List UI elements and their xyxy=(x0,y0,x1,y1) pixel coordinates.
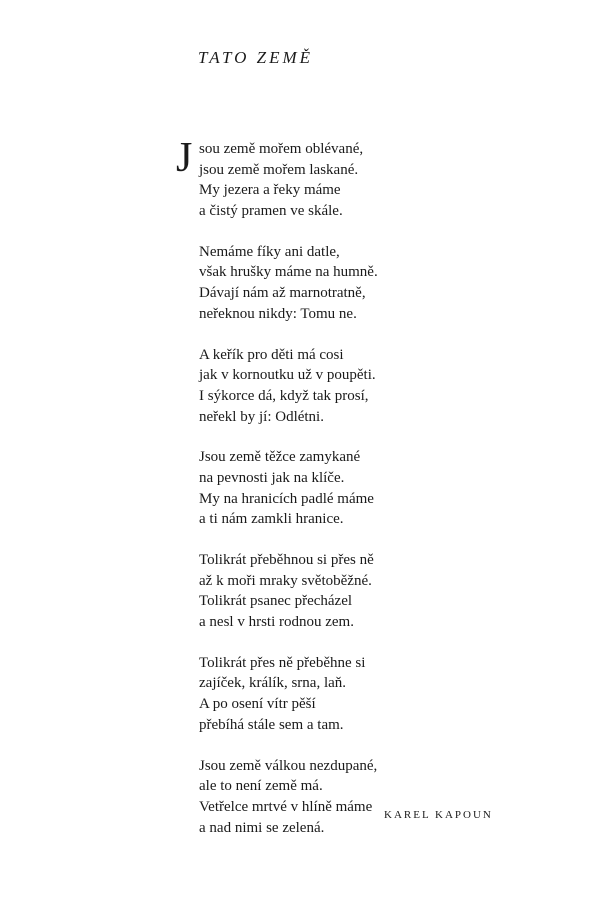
poem-line: I sýkorce dá, když tak prosí, xyxy=(199,387,369,404)
poem-line: a ti nám zamkli hranice. xyxy=(199,511,344,528)
poem-line: až k moři mraky světoběžné. xyxy=(199,572,372,589)
poem-line: Nemáme fíky ani datle, xyxy=(199,243,340,260)
poem-line: neřekl by jí: Odlétni. xyxy=(199,408,324,425)
drop-cap: J xyxy=(176,135,193,181)
poem-line: A po osení vítr pěší xyxy=(199,696,316,713)
poem-line: Jsou země těžce zamykané xyxy=(199,449,361,466)
stanza-2 xyxy=(199,242,378,325)
stanza-1 xyxy=(176,135,378,222)
poem-line: jak v kornoutku už v poupěti. xyxy=(199,367,376,384)
poem-line: Tolikrát přeběhnou si přes ně xyxy=(199,552,374,568)
poem-line: Jsou země válkou nezdupané, xyxy=(199,757,378,774)
poem-line: A keřík pro děti má cosi xyxy=(199,346,344,363)
stanza-4 xyxy=(199,447,378,530)
poem-line: Dávají nám až marnotratně, xyxy=(199,285,366,302)
poem-line: Vetřelce mrtvé v hlíně máme xyxy=(199,798,373,815)
poem-line: přebíhá stále sem a tam. xyxy=(199,716,344,733)
stanza-6 xyxy=(199,653,378,736)
poem-line: My na hranicích padlé máme xyxy=(199,490,374,507)
stanza-7 xyxy=(199,756,378,839)
poem-line: My jezera a řeky máme xyxy=(199,182,341,199)
poem-line: a nad nimi se zelená. xyxy=(199,819,325,836)
poem-line: ale to není země má. xyxy=(199,778,323,795)
poem-title: TATO ZEMĚ xyxy=(198,48,314,67)
poem-line: a nesl v hrsti rodnou zem. xyxy=(199,614,354,631)
poem-line: na pevnosti jak na klíče. xyxy=(199,469,345,486)
poem-line: a čistý pramen ve skále. xyxy=(199,203,343,220)
poem-line: jsou země mořem laskané. xyxy=(199,161,359,178)
poem-line: neřeknou nikdy: Tomu ne. xyxy=(199,305,357,322)
poem-line: zajíček, králík, srna, laň. xyxy=(199,675,347,692)
stanza-3 xyxy=(199,345,378,428)
stanza-5 xyxy=(199,550,378,633)
poem-body xyxy=(176,135,378,858)
poem-line-text: sou země mořem oblévané, xyxy=(199,141,364,157)
poem-line: Tolikrát přes ně přeběhne si xyxy=(199,654,366,671)
poem-line: však hrušky máme na humně. xyxy=(199,264,378,281)
author-name: KAREL KAPOUN xyxy=(384,809,493,821)
poem-line: Tolikrát psanec přecházel xyxy=(199,593,353,610)
